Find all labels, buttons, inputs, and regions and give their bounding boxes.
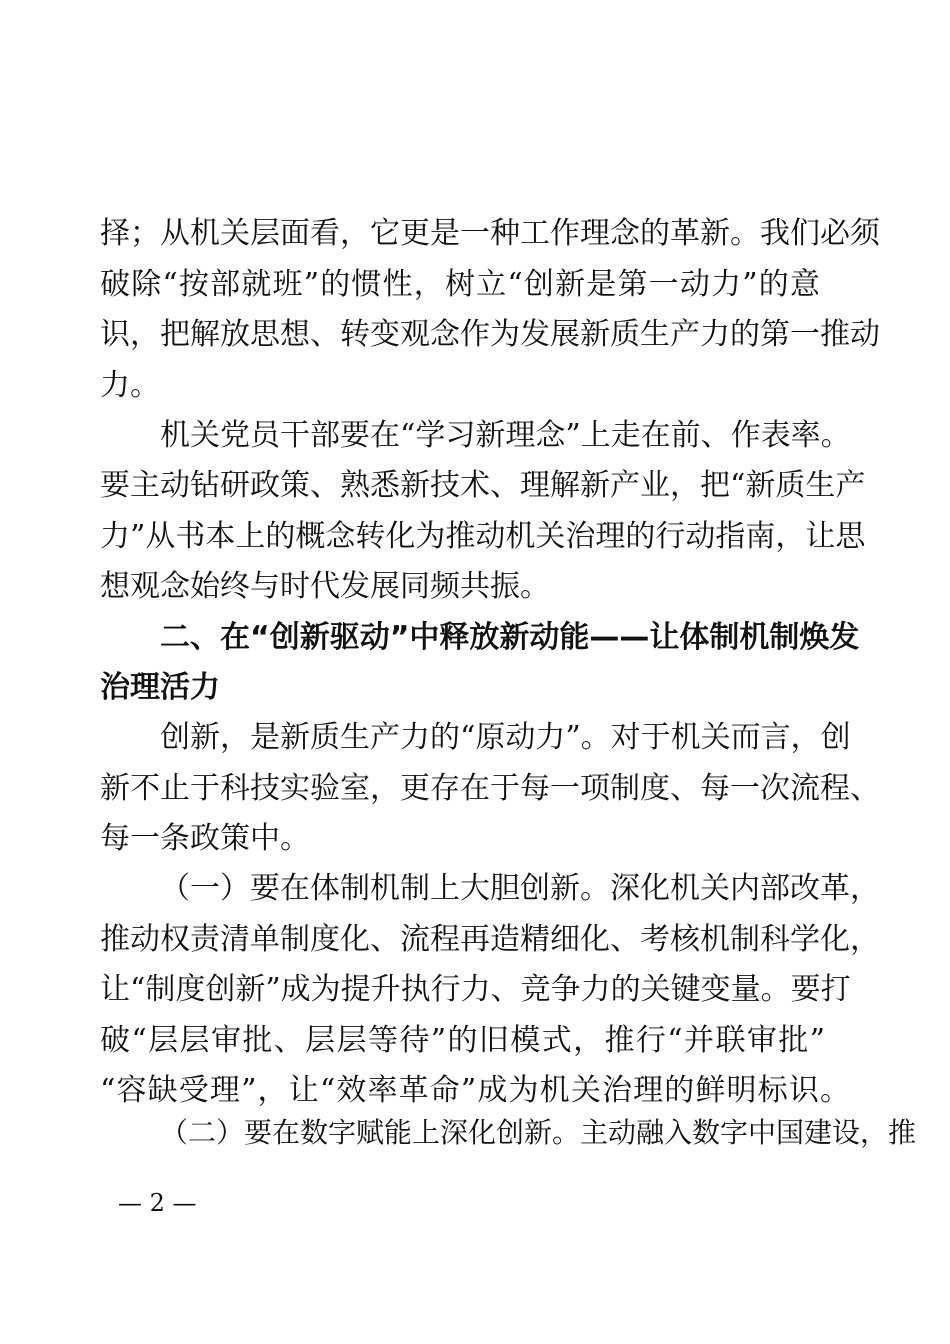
body-text-line: 每一条政策中。 (100, 821, 310, 856)
subsection-first-line: （二）要在数字赋能上深化创新。主动融入数字中国建设，推 (160, 1116, 917, 1149)
body-text-line: 要主动钻研政策、熟悉新技术、理解新产业，把“新质生产 (100, 468, 866, 503)
body-text-line: 力。 (100, 368, 160, 403)
body-text-line: 推动权责清单制度化、流程再造精细化、考核机制科学化， (100, 922, 880, 957)
body-text-line: 破除“按部就班”的惯性，树立“创新是第一动力”的意 (100, 267, 820, 302)
paragraph-first-line: 机关党员干部要在“学习新理念”上走在前、作表率。 (160, 418, 851, 453)
page-number: — 2 — (118, 1189, 197, 1217)
body-text-line: 择；从机关层面看，它更是一种工作理念的革新。我们必须 (100, 216, 880, 251)
body-text-line: 力”从书本上的概念转化为推动机关治理的行动指南，让思 (100, 519, 866, 554)
subsection-first-line: （一）要在体制机制上大胆创新。深化机关内部改革， (160, 871, 880, 906)
body-text-line: 新不止于科技实验室，更存在于每一项制度、每一次流程、 (100, 771, 880, 806)
section-heading: 二、在“创新驱动”中释放新动能——让体制机制焕发 (160, 620, 860, 655)
body-text-line: 让“制度创新”成为提升执行力、竞争力的关键变量。要打 (100, 972, 851, 1007)
body-text-line: 破“层层审批、层层等待”的旧模式，推行“并联审批” (100, 1023, 825, 1058)
body-text-line: 识，把解放思想、转变观念作为发展新质生产力的第一推动 (100, 317, 880, 352)
body-text-line: 想观念始终与时代发展同频共振。 (100, 569, 550, 604)
paragraph-first-line: 创新，是新质生产力的“原动力”。对于机关而言，创 (160, 720, 851, 755)
section-heading-continued: 治理活力 (100, 670, 220, 705)
body-text-line: “容缺受理”，让“效率革命”成为机关治理的鲜明标识。 (100, 1073, 850, 1108)
